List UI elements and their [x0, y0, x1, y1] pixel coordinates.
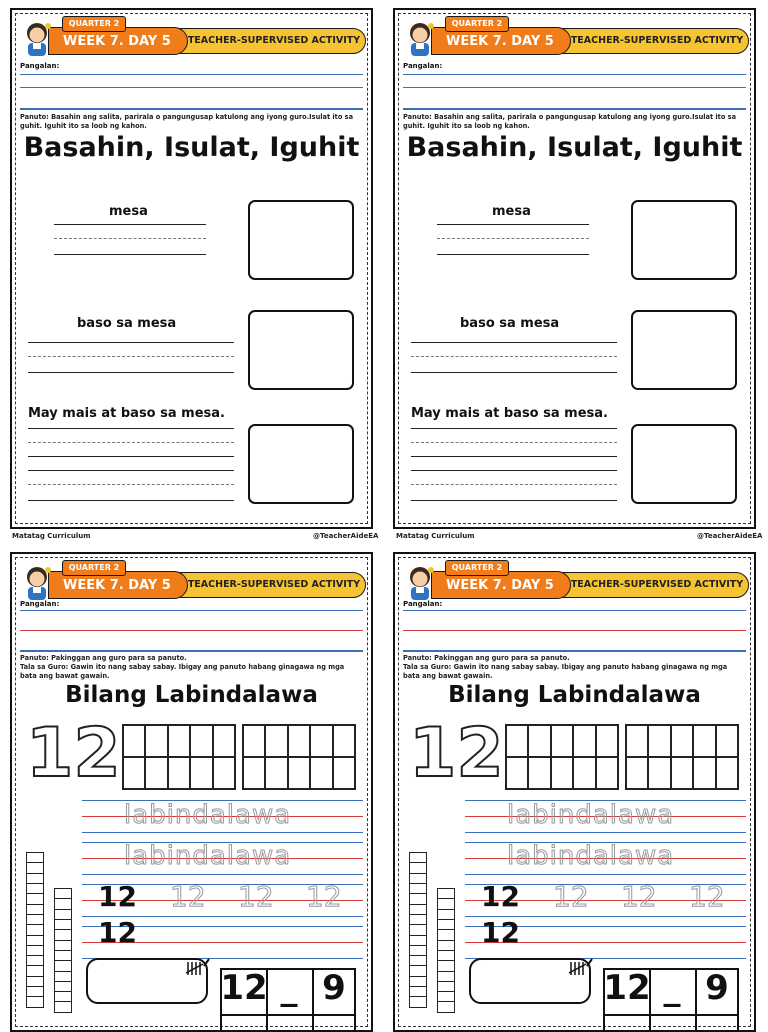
item-word-1: mesa: [492, 204, 531, 219]
quarter-label: QUARTER 2: [62, 16, 126, 32]
header-banner: [18, 16, 368, 60]
worksheet-bottom-right: [393, 552, 756, 1032]
ten-frame-2: [242, 724, 356, 790]
quarter-label: QUARTER 2: [62, 560, 126, 576]
name-label: Pangalan:: [20, 62, 60, 70]
number-solid-2: 12: [481, 916, 520, 949]
name-label: Pangalan:: [403, 62, 443, 70]
week-label: WEEK 7. DAY 5: [48, 27, 188, 55]
footer-left: Matatag Curriculum: [396, 532, 475, 540]
instructions-line-1: Panuto: Pakinggan ang guro para sa panuto.: [403, 654, 570, 662]
number-trace-1: 12: [170, 880, 206, 913]
header-banner: [401, 16, 751, 60]
week-label: WEEK 7. DAY 5: [431, 27, 571, 55]
header-banner: [18, 560, 368, 604]
instructions-line-1: Panuto: Pakinggan ang guro para sa panuto.: [20, 654, 187, 662]
equation-blank: _: [663, 968, 681, 1008]
worksheet-top-left: [10, 8, 373, 529]
footer-right: @TeacherAideEA: [313, 532, 379, 540]
activity-label: TEACHER-SUPERVISED ACTIVITY: [187, 35, 361, 46]
number-trace-2: 12: [238, 880, 274, 913]
worksheet-top-right: [393, 8, 756, 529]
equation-left: 12: [603, 968, 651, 1008]
header-banner: [401, 560, 751, 604]
number-trace-1: 12: [553, 880, 589, 913]
student-avatar-icon: [403, 564, 437, 600]
unit-cubes-short: [437, 888, 455, 1012]
instructions: Panuto: Basahin ang salita, parirala o pangungusap katulong ang iyong guro.Isulat ito sa guhit. Iguhit ito sa loob ng kahon.: [20, 113, 354, 130]
item-word-2: baso sa mesa: [460, 316, 560, 331]
number-trace-3: 12: [306, 880, 342, 913]
activity-label: TEACHER-SUPERVISED ACTIVITY: [187, 579, 361, 590]
page-title: Bilang Labindalawa: [448, 682, 701, 708]
instructions-line-2: Tala sa Guro: Gawin ito nang sabay sabay. Ibigay ang panuto habang ginagawa ng mga bata ang bawat gawain.: [20, 663, 345, 680]
student-avatar-icon: [403, 20, 437, 56]
activity-label: TEACHER-SUPERVISED ACTIVITY: [570, 35, 744, 46]
instructions-line-2: Tala sa Guro: Gawin ito nang sabay sabay. Ibigay ang panuto habang ginagawa ng mga bata ang bawat gawain.: [403, 663, 728, 680]
quarter-label: QUARTER 2: [445, 560, 509, 576]
unit-cubes-short: [54, 888, 72, 1012]
drawing-box-1[interactable]: [631, 200, 737, 280]
drawing-box-2[interactable]: [248, 310, 354, 390]
item-word-1: mesa: [109, 204, 148, 219]
week-label: WEEK 7. DAY 5: [48, 571, 188, 599]
number-solid-2: 12: [98, 916, 137, 949]
trace-word-2: labindalawa: [507, 841, 675, 871]
drawing-box-3[interactable]: [248, 424, 354, 504]
student-avatar-icon: [20, 564, 54, 600]
week-label: WEEK 7. DAY 5: [431, 571, 571, 599]
ten-frame-1: [505, 724, 619, 790]
activity-label: TEACHER-SUPERVISED ACTIVITY: [570, 579, 744, 590]
footer-left: Matatag Curriculum: [12, 532, 91, 540]
number-solid-1: 12: [98, 880, 137, 913]
trace-word-1: labindalawa: [507, 800, 675, 830]
ten-frame-1: [122, 724, 236, 790]
worksheet-bottom-left: [10, 552, 373, 1032]
equation-right: 9: [322, 968, 346, 1008]
page-title: Basahin, Isulat, Iguhit: [23, 132, 360, 163]
ten-frame-2: [625, 724, 739, 790]
name-label: Pangalan:: [20, 600, 60, 608]
instructions: Panuto: Basahin ang salita, parirala o pangungusap katulong ang iyong guro.Isulat ito sa guhit. Iguhit ito sa loob ng kahon.: [403, 113, 737, 130]
tally-marks-icon: [184, 958, 210, 978]
tally-marks-icon: [567, 958, 593, 978]
item-word-2: baso sa mesa: [77, 316, 177, 331]
unit-cubes-tall: [26, 852, 44, 1007]
quarter-label: QUARTER 2: [445, 16, 509, 32]
item-word-3: May mais at baso sa mesa.: [28, 406, 225, 421]
drawing-box-3[interactable]: [631, 424, 737, 504]
big-number-trace: 12: [409, 714, 504, 793]
equation-left: 12: [220, 968, 268, 1008]
big-number-trace: 12: [26, 714, 121, 793]
drawing-box-2[interactable]: [631, 310, 737, 390]
name-label: Pangalan:: [403, 600, 443, 608]
unit-cubes-tall: [409, 852, 427, 1007]
equation-blank: _: [280, 968, 298, 1008]
student-avatar-icon: [20, 20, 54, 56]
page-title: Basahin, Isulat, Iguhit: [406, 132, 743, 163]
number-trace-3: 12: [689, 880, 725, 913]
item-word-3: May mais at baso sa mesa.: [411, 406, 608, 421]
number-solid-1: 12: [481, 880, 520, 913]
drawing-box-1[interactable]: [248, 200, 354, 280]
trace-word-1: labindalawa: [124, 800, 292, 830]
trace-word-2: labindalawa: [124, 841, 292, 871]
number-trace-2: 12: [621, 880, 657, 913]
equation-right: 9: [705, 968, 729, 1008]
page-title: Bilang Labindalawa: [65, 682, 318, 708]
footer-right: @TeacherAideEA: [697, 532, 763, 540]
